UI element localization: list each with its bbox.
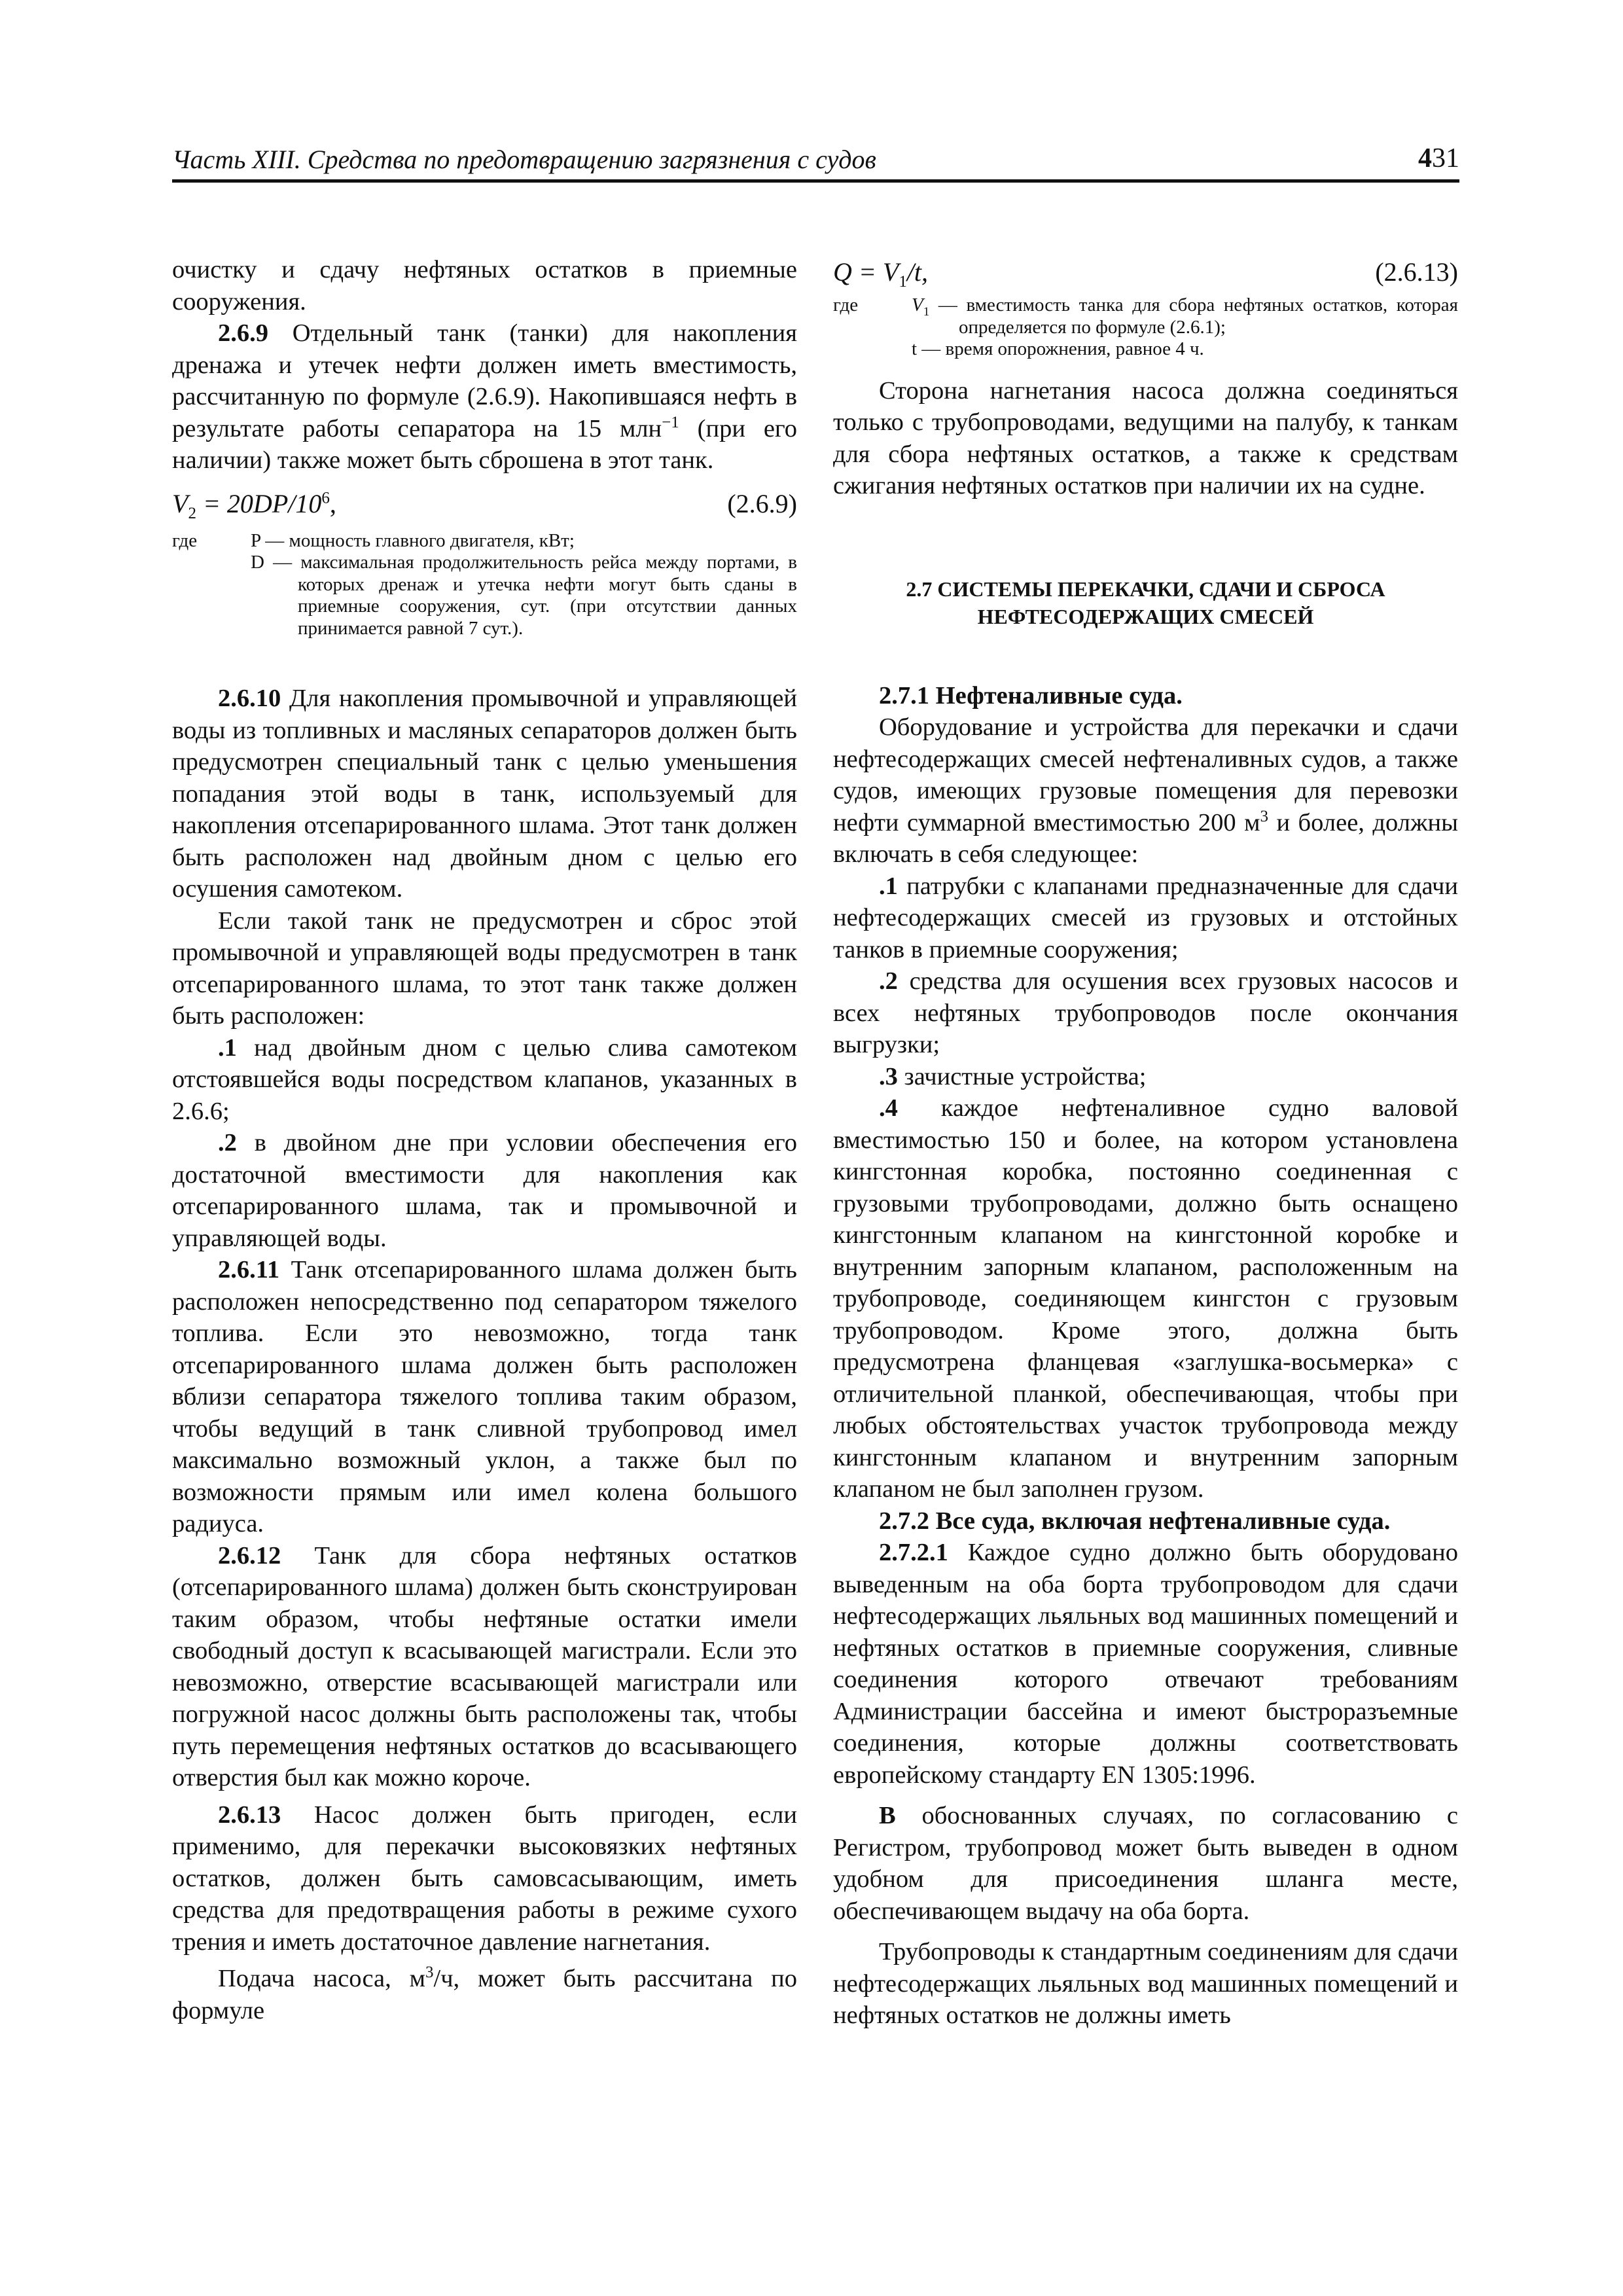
clause-number: 2.6.11 (218, 1256, 280, 1283)
paragraph-2-6-10: 2.6.10 Для накопления промывочной и управляющей воды из топливных и масляных сепараторов должен быть предусмотрен специальный танк с целью уменьшения попадания этой воды в танк, используемый для накопления отсепарированного шлама. Этот танк должен быть расположен над двойным дном с целью его осушения самотеком. (172, 685, 797, 903)
formula-2-6-9 (172, 486, 797, 522)
paragraph-2-7-1: Оборудование и устройства для перекачки и сдачи нефтесодержащих смесей нефтеналивных судов, а также судов, имеющих грузовые помещения для перевозки нефти суммарной вместимостью 200 $м^3$ и более, должны включать в себя следующее: (833, 713, 1459, 868)
formula-number: (2.6.9) (727, 488, 797, 518)
formula-legend-2-6-13 (833, 295, 1458, 361)
list-item-1: .1 над двойным дном с целью слива самотеком отстоявшейся воды посредством клапанов, указанных в 2.6.6; (172, 1033, 797, 1125)
clause-number: 2.6.13 (218, 1801, 281, 1829)
subheading-2-7-2: 2.7.2 Все суда, включая нефтеналивные суда. (879, 1507, 1391, 1535)
page-number-bold-digit: 4 (1418, 143, 1432, 173)
legend-where-label: где (172, 529, 198, 551)
section-heading-2-7 (833, 575, 1458, 630)
legend-entry-p: P — мощность главного двигателя, кВт; (251, 529, 575, 551)
formula-2-6-13 (833, 254, 1458, 291)
paragraph-2-6-12: 2.6.12 Танк для сбора нефтяных остатков (отсепарированного шлама) должен быть сконструирован таким образом, чтобы нефтяные остатки имели свободный доступ к всасывающей магистрали. Если это невозможно, отверстие всасывающей магистрали или погружной насос должны быть расположены так, чтобы путь перемещения нефтяных остатков до всасывающего отверстия был как можно короче. (172, 1541, 797, 1791)
running-header (172, 143, 1459, 183)
subheading-2-7-1: 2.7.1 Нефтеналивные суда. (879, 681, 1183, 709)
paragraph-continuation: очистку и сдачу нефтяных остатков в приемные сооружения. (172, 256, 797, 315)
legend-entry-d: D — максимальная продолжительность рейса между портами, в которых дренаж и утечка нефти могут быть сданы в приемные сооружения, сут. (при отсутствии данных принимается равной 7 сут.). (251, 552, 797, 639)
paragraph-justified-cases: В обоснованных случаях, по согласованию с Регистром, трубопровод может быть выведен в одном удобном для присоединения шланга месте, обеспечивающем выдачу на оба борта. (833, 1802, 1458, 1925)
clause-number: 2.6.9 (218, 319, 268, 347)
list-item-2: .2 в двойном дне при условии обеспечения его достаточной вместимости для накопления как отсепарированного шлама, так и промывочной и управляющей воды. (172, 1129, 797, 1252)
page-number-rest: 31 (1432, 143, 1459, 173)
formula-expression: $V_2 = 20DP/10^6$, (172, 488, 336, 522)
paragraph-pump-flow: Подача насоса, $м^3/ч$, может быть рассчитана по формуле (172, 1964, 797, 2024)
paragraph-2-6-11: 2.6.11 Танк отсепарированного шлама должен быть расположен непосредственно под сепаратором тяжелого топлива. Если это невозможно, тогда танк отсепарированного шлама должен быть расположен вблизи сепаратора тяжелого топлива таким образом, чтобы ведущий в танк сливной трубопровод имел максимально возможный уклон, а также был по возможности прямым или имел колена большого радиуса. (172, 1256, 797, 1537)
formula-number: (2.6.13) (1375, 257, 1458, 287)
section-heading-line-2: НЕФТЕСОДЕРЖАЩИХ СМЕСЕЙ (977, 604, 1314, 628)
legend-where-label: где (833, 295, 859, 315)
left-column (172, 254, 797, 2026)
formula-legend-2-6-9 (172, 530, 797, 640)
paragraph-pressure-side: Сторона нагнетания насоса должна соединяться только с трубопроводами, ведущими на палубу, к танкам для сбора нефтяных остатков, а также к средствам сжигания нефтяных остатков при наличии их на судне. (833, 376, 1458, 499)
paragraph-2-7-2-1: 2.7.2.1 Каждое судно должно быть оборудовано выведенным на оба борта трубопроводом для сдачи нефтесодержащих льяльных вод машинных помещений и нефтяных остатков в приемные сооружения, сливные соединения которого отвечают требованиям Администрации бассейна и имеют быстроразъемные соединения, которые должны соответствовать европейскому стандарту EN 1305:1996. (833, 1539, 1458, 1789)
clause-number: 2.7.2.1 (879, 1539, 948, 1566)
paragraph-if-tank: Если такой танк не предусмотрен и сброс этой промывочной и управляющей воды предусмотрен в танк отсепарированного шлама, то этот танк также должен быть расположен: (172, 906, 797, 1030)
paragraph-2-6-13: 2.6.13 Насос должен быть пригоден, если применимо, для перекачки высоковязких нефтяных остатков, должен быть самовсасывающим, иметь средства для предотвращения работы в режиме сухого трения и иметь достаточное давление нагнетания. (172, 1801, 797, 1956)
list-item-3: .3 зачистные устройства; (879, 1062, 1147, 1090)
list-item-1: .1 патрубки с клапанами предназначенные для сдачи нефтесодержащих смесей из грузовых и отстойных танков в приемные сооружения; (833, 872, 1458, 963)
legend-entry-t: t — время опорожнения, равное 4 ч. (912, 338, 1204, 359)
clause-number: 2.6.12 (218, 1541, 281, 1570)
paragraph-2-6-9: 2.6.9 Отдельный танк (танки) для накопления дренажа и утечек нефти должен иметь вместимость, рассчитанную по формуле (2.6.9). Накопившаяся нефть в результате работы сепаратора на 15 млн$^{-1}$ (при его наличии) также может быть сброшена в этот танк. (172, 319, 797, 474)
right-column (833, 254, 1458, 2032)
running-header-title: Часть XIII. Средства по предотвращению загрязнения с судов (172, 145, 876, 174)
formula-expression: $Q = V_1/t$, (833, 257, 929, 291)
paragraph-pipelines: Трубопроводы к стандартным соединениям для сдачи нефтесодержащих льяльных вод машинных помещений и нефтяных остатков не должны иметь (833, 1938, 1458, 2029)
list-item-4: .4 каждое нефтеналивное судно валовой вместимостью 150 и более, на котором установлена кингстонная коробка, постоянно соединенная с грузовыми трубопроводами, должно быть оснащено кингстонным клапаном на кингстонной коробке и внутренним запорным клапаном, расположенным на трубопроводе, соединяющем кингстон с грузовым трубопроводом. Кроме этого, должна быть предусмотрена фланцевая «заглушка-восьмерка» с отличительной планкой, обеспечивающая, чтобы при любых обстоятельствах участок трубопровода между кингстонным клапаном и внутренним запорным клапаном не был заполнен грузом. (833, 1094, 1458, 1503)
page-number (1418, 143, 1459, 174)
clause-number: 2.6.10 (218, 685, 281, 712)
list-item-2: .2 средства для осушения всех грузовых насосов и всех нефтяных трубопроводов после окончания выгрузки; (833, 967, 1458, 1058)
section-heading-line-1: 2.7 СИСТЕМЫ ПЕРЕКАЧКИ, СДАЧИ И СБРОСА (906, 577, 1385, 601)
legend-entry-v1: $V_1$ — вместимость танка для сбора нефтяных остатков, которая определяется по формуле (2.6.1); (912, 295, 1458, 338)
